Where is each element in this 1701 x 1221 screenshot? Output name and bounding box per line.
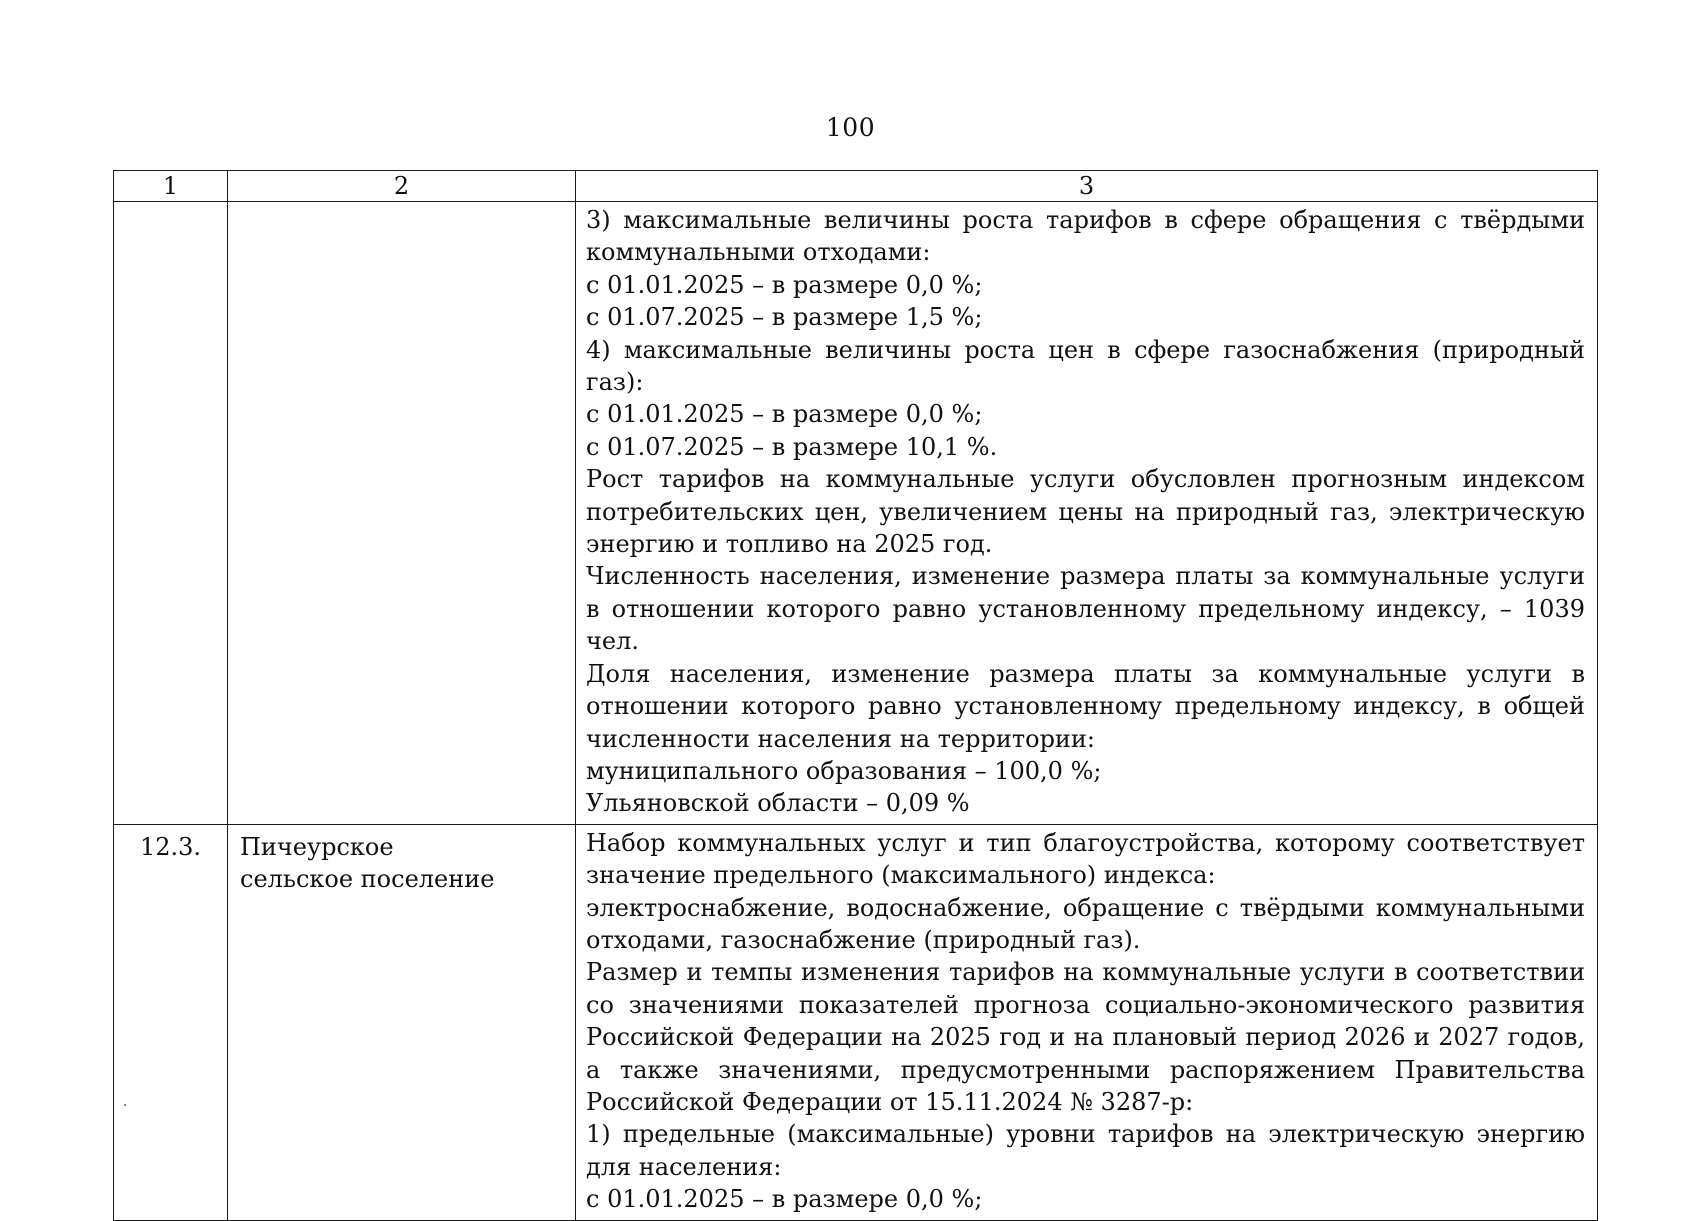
table-header-row <box>114 171 1598 202</box>
tariff-table <box>113 170 1598 1221</box>
header-col-2: 2 <box>228 171 576 202</box>
content-line: Набор коммунальных услуг и тип благоустройства, которому соответствует значение предельного (максимального) индекса: <box>586 828 1585 890</box>
table-row <box>114 202 1598 825</box>
settlement-name <box>228 824 576 1220</box>
row-content <box>576 824 1598 1220</box>
content-line: Ульяновской области – 0,09 % <box>586 789 970 818</box>
content-line: Размер и темпы изменения тарифов на коммунальные услуги в соответствии со значениями показателей прогноза социально-экономического развития Российской Федерации на 2025 год и на плановый период 2026 и 2027 годов, а также значениями, предусмотренными распоряжением Правительства Российской Федерации от 15.11.2024 № 3287-р: <box>586 958 1585 1116</box>
row-number: 12.3. <box>114 824 228 1220</box>
content-line: Рост тарифов на коммунальные услуги обусловлен прогнозным индексом потребительских цен, увеличением цены на природный газ, электрическую энергию и топливо на 2025 год. <box>586 465 1585 559</box>
content-line: электроснабжение, водоснабжение, обращение с твёрдыми коммунальными отходами, газоснабжение (природный газ). <box>586 893 1585 954</box>
content-line: Доля населения, изменение размера платы за коммунальные услуги в отношении которого равно установленному предельному индексу, в общей численности населения на территории: <box>586 659 1585 753</box>
settlement-name-line: сельское поселение <box>240 865 495 894</box>
content-line: 1) предельные (максимальные) уровни тарифов на электрическую энергию для населения: <box>586 1120 1585 1181</box>
settlement-name-line: Пичеурское <box>240 832 394 861</box>
content-line: с 01.01.2025 – в размере 0,0 %; <box>586 1185 983 1214</box>
table-row <box>114 824 1598 1220</box>
content-line: с 01.01.2025 – в размере 0,0 %; <box>586 400 983 429</box>
content-line: муниципального образования – 100,0 %; <box>586 756 1102 785</box>
content-line: с 01.01.2025 – в размере 0,0 %; <box>586 270 983 299</box>
content-line: с 01.07.2025 – в размере 10,1 %. <box>586 432 998 461</box>
row-number <box>114 202 228 825</box>
header-col-3: 3 <box>576 171 1598 202</box>
content-line: с 01.07.2025 – в размере 1,5 %; <box>586 303 983 332</box>
scan-speck <box>124 1104 126 1106</box>
content-line: 3) максимальные величины роста тарифов в сфере обращения с твёрдыми коммунальными отходами: <box>586 206 1585 267</box>
header-col-1: 1 <box>114 171 228 202</box>
settlement-name <box>228 202 576 825</box>
page-number: 100 <box>825 113 876 142</box>
content-line: 4) максимальные величины роста цен в сфере газоснабжения (природный газ): <box>586 335 1585 397</box>
row-content <box>576 202 1598 825</box>
content-line: Численность населения, изменение размера платы за коммунальные услуги в отношении которого равно установленному предельному индексу, – 1039 чел. <box>586 562 1585 656</box>
